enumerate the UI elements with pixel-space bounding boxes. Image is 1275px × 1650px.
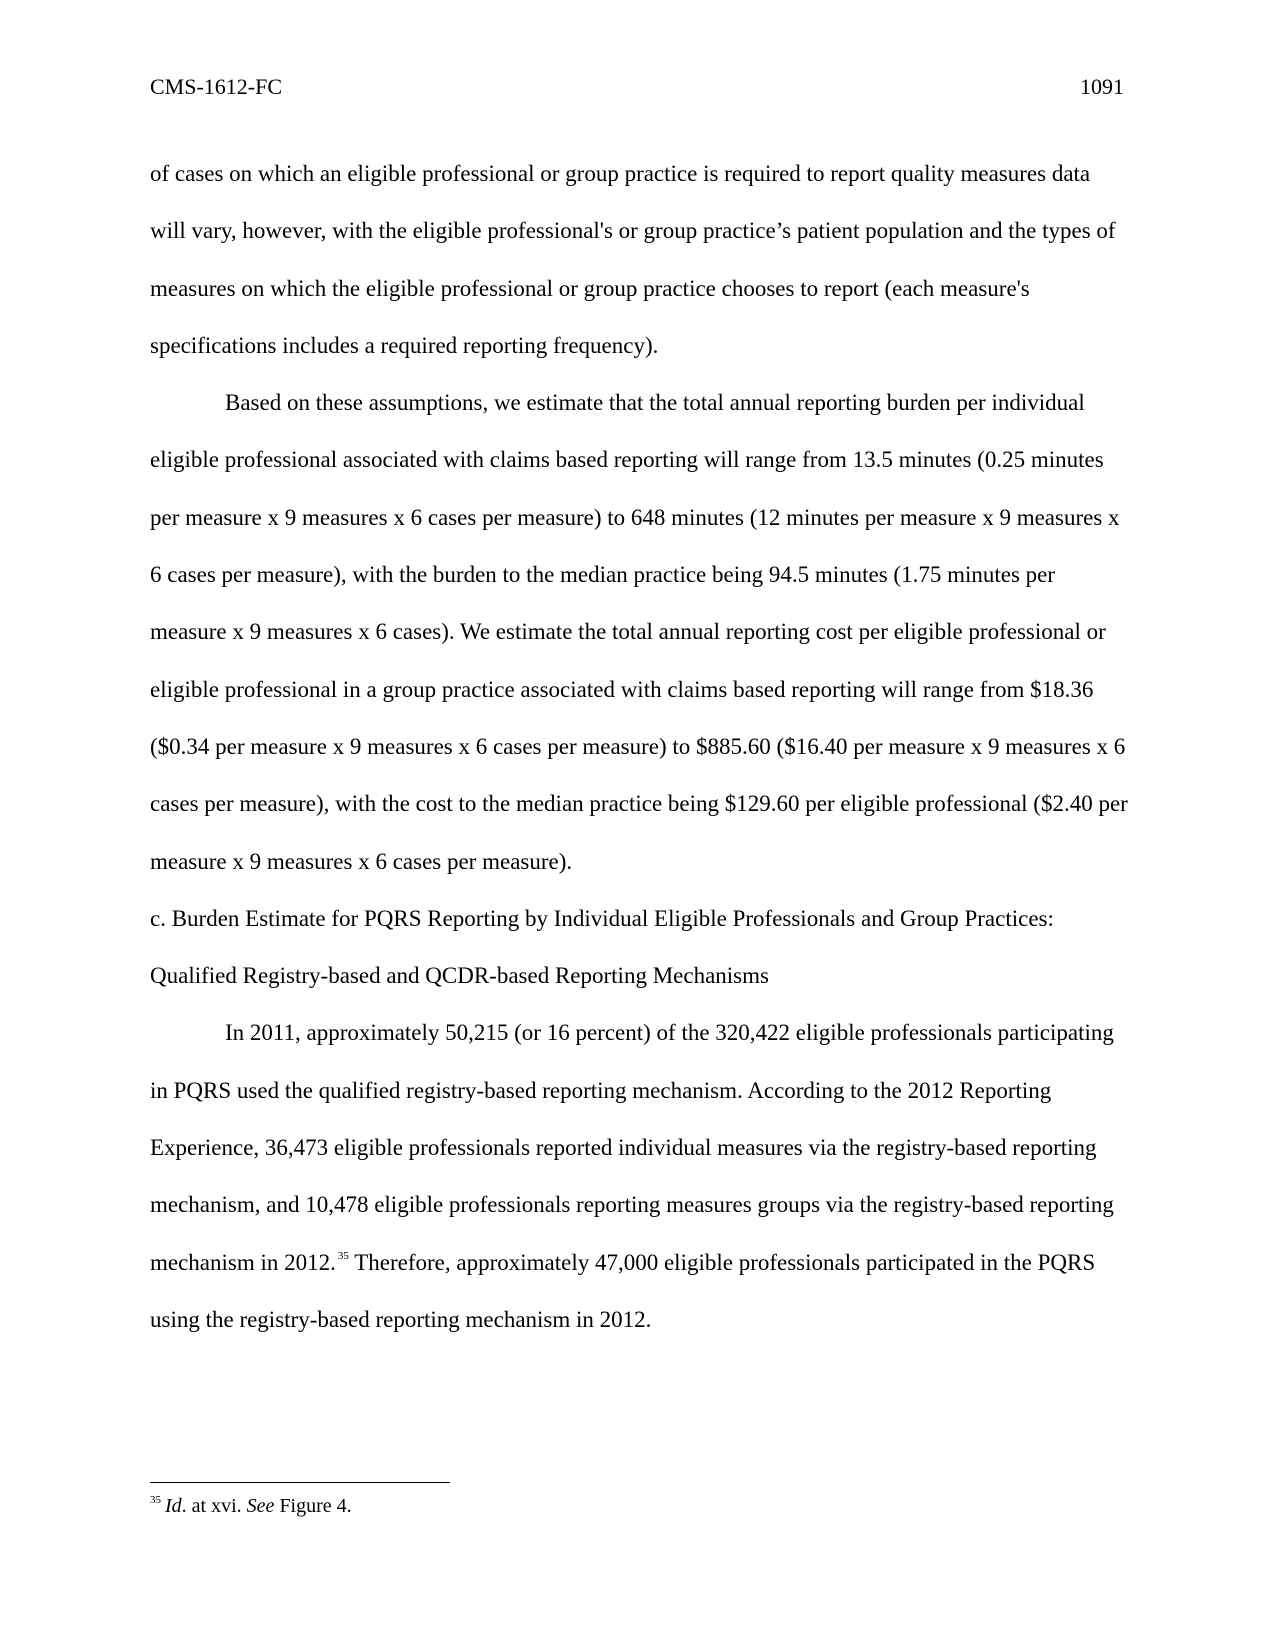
footnote-end: Figure 4. <box>274 1495 352 1517</box>
document-id: CMS-1612-FC <box>150 74 283 99</box>
main-text <box>150 145 1130 1348</box>
paragraph-registry-text-b: Therefore, approximately 47,000 eligible professionals participated in the PQRS using the registry-based reporting mechanism in 2012. <box>150 1249 1096 1332</box>
section-heading: c. Burden Estimate for PQRS Reporting by Individual Eligible Professionals and Group Practices: Qualified Registry-based and QCDR-based Reporting Mechanisms <box>150 905 1054 989</box>
paragraph-registry-text-a: In 2011, approximately 50,215 (or 16 percent) of the 320,422 eligible professionals participating in PQRS used the qualified registry-based reporting mechanism. According to the 2012 Reporting Experience, 36,473 eligible professionals reported individual measures via the registry-based reporting mechanism, and 10,478 eligible professionals reporting measures groups via the registry-based reporting mechanism in 2012. <box>150 1020 1114 1275</box>
footnote <box>150 1492 1110 1520</box>
footnote-middle: . at xvi. <box>181 1495 247 1517</box>
footnote-reference: 35 <box>337 1249 349 1262</box>
paragraph-burden-estimate: Based on these assumptions, we estimate that the total annual reporting burden per individual eligible professional associated with claims based reporting will range from 13.5 minutes (0.25 minutes per measure x 9 measures x 6 cases per measure) to 648 minutes (12 minutes per measure x 9 measures x 6 cases per measure), with the burden to the median practice being 94.5 minutes (1.75 minutes per measure x 9 measures x 6 cases). We estimate the total annual reporting cost per eligible professional or eligible professional in a group practice associated with claims based reporting will range from $18.36 ($0.34 per measure x 9 measures x 6 cases per measure) to $885.60 ($16.40 per measure x 9 measures x 6 cases per measure), with the cost to the median practice being $129.60 per eligible professional ($2.40 per measure x 9 measures x 6 cases per measure). <box>150 390 1128 874</box>
page-header <box>150 74 1124 104</box>
footnote-see: See <box>246 1495 275 1517</box>
paragraph-registry <box>150 1004 1130 1348</box>
footnote-divider <box>150 1482 450 1483</box>
footnote-number: 35 <box>150 1494 161 1506</box>
footnote-id: Id <box>165 1495 182 1517</box>
paragraph-continuation: of cases on which an eligible professional or group practice is required to report quality measures data will vary, however, with the eligible professional's or group practice’s patient population and the types of measures on which the eligible professional or group practice chooses to report (each measure's specifications includes a required reporting frequency). <box>150 161 1116 358</box>
page-number: 1091 <box>1080 74 1124 99</box>
